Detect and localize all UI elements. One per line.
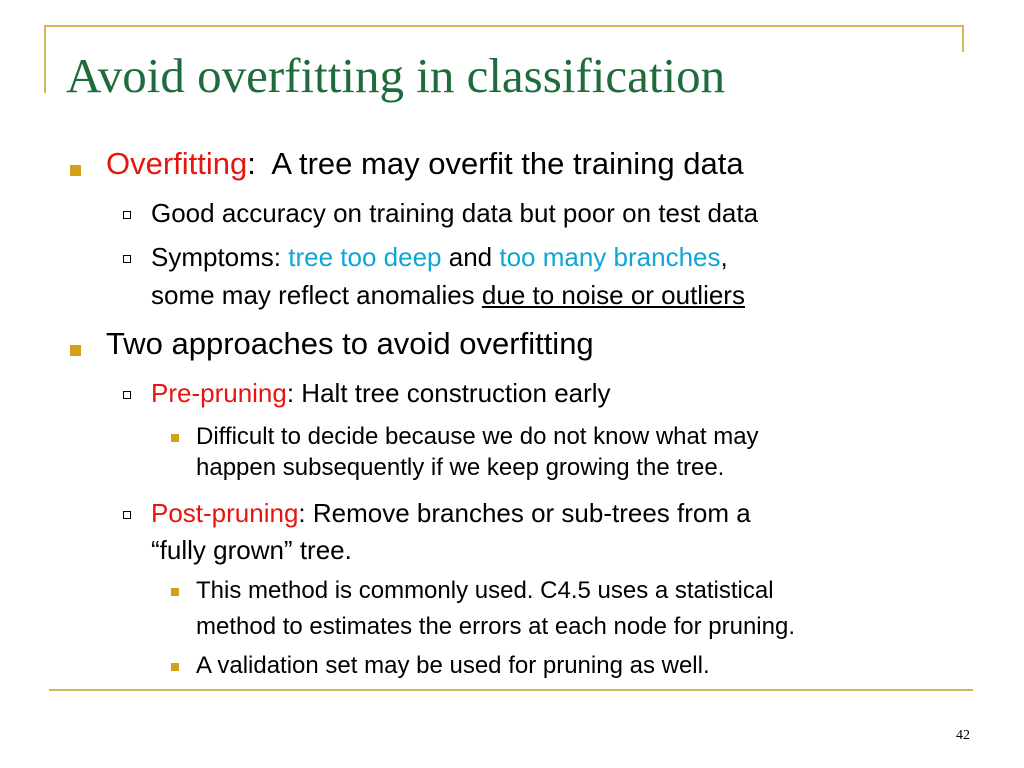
hollow-square-bullet-icon xyxy=(123,211,131,219)
post-pruning-detail1-line2: method to estimates the errors at each node for pruning. xyxy=(196,613,796,640)
sub-bullet-symptoms-line2 xyxy=(151,280,745,311)
sub-bullet-pre-pruning xyxy=(151,378,611,409)
slide-frame-right-border xyxy=(962,25,964,52)
symptoms-line2-text: some may reflect anomalies xyxy=(151,280,475,310)
overfitting-colon: : xyxy=(247,146,256,181)
pre-pruning-text: : Halt tree construction early xyxy=(286,378,611,408)
bullet-overfitting xyxy=(106,146,744,182)
square-bullet-icon xyxy=(171,434,179,442)
sub-bullet-symptoms xyxy=(151,242,728,273)
post-pruning-detail1-line1: This method is commonly used. C4.5 uses a statistical xyxy=(196,577,774,604)
square-bullet-icon xyxy=(171,663,179,671)
pre-pruning-detail-line2: happen subsequently if we keep growing the tree. xyxy=(196,454,725,481)
hollow-square-bullet-icon xyxy=(123,391,131,399)
pre-pruning-detail-line1: Difficult to decide because we do not know what may xyxy=(196,423,759,450)
hollow-square-bullet-icon xyxy=(123,511,131,519)
post-pruning-detail2: A validation set may be used for pruning as well. xyxy=(196,652,710,679)
slide-frame-left-border xyxy=(44,25,46,93)
square-bullet-icon xyxy=(70,345,81,356)
post-pruning-line2: “fully grown” tree. xyxy=(151,535,352,565)
slide-title: Avoid overfitting in classification xyxy=(66,48,726,103)
symptoms-prefix: Symptoms: xyxy=(151,242,282,272)
sub-bullet-accuracy: Good accuracy on training data but poor on test data xyxy=(151,198,759,228)
overfitting-term: Overfitting xyxy=(106,146,248,181)
square-bullet-icon xyxy=(171,588,179,596)
footer-divider xyxy=(49,689,973,691)
page-number: 42 xyxy=(956,728,970,743)
post-pruning-term: Post-pruning xyxy=(151,498,299,528)
slide-frame-top-border xyxy=(44,25,964,27)
symptoms-term-too-many-branches: too many branches xyxy=(499,242,721,272)
sub-bullet-post-pruning xyxy=(151,498,751,529)
square-bullet-icon xyxy=(70,165,81,176)
symptoms-term-tree-too-deep: tree too deep xyxy=(288,242,442,272)
post-pruning-text: : Remove branches or sub-trees from a xyxy=(298,498,751,528)
symptoms-underlined-text: due to noise or outliers xyxy=(481,280,745,310)
symptoms-and: and xyxy=(448,242,493,272)
hollow-square-bullet-icon xyxy=(123,255,131,263)
pre-pruning-term: Pre-pruning xyxy=(151,378,287,408)
overfitting-text: A tree may overfit the training data xyxy=(271,146,744,181)
bullet-two-approaches: Two approaches to avoid overfitting xyxy=(106,326,594,361)
symptoms-comma: , xyxy=(720,242,728,272)
